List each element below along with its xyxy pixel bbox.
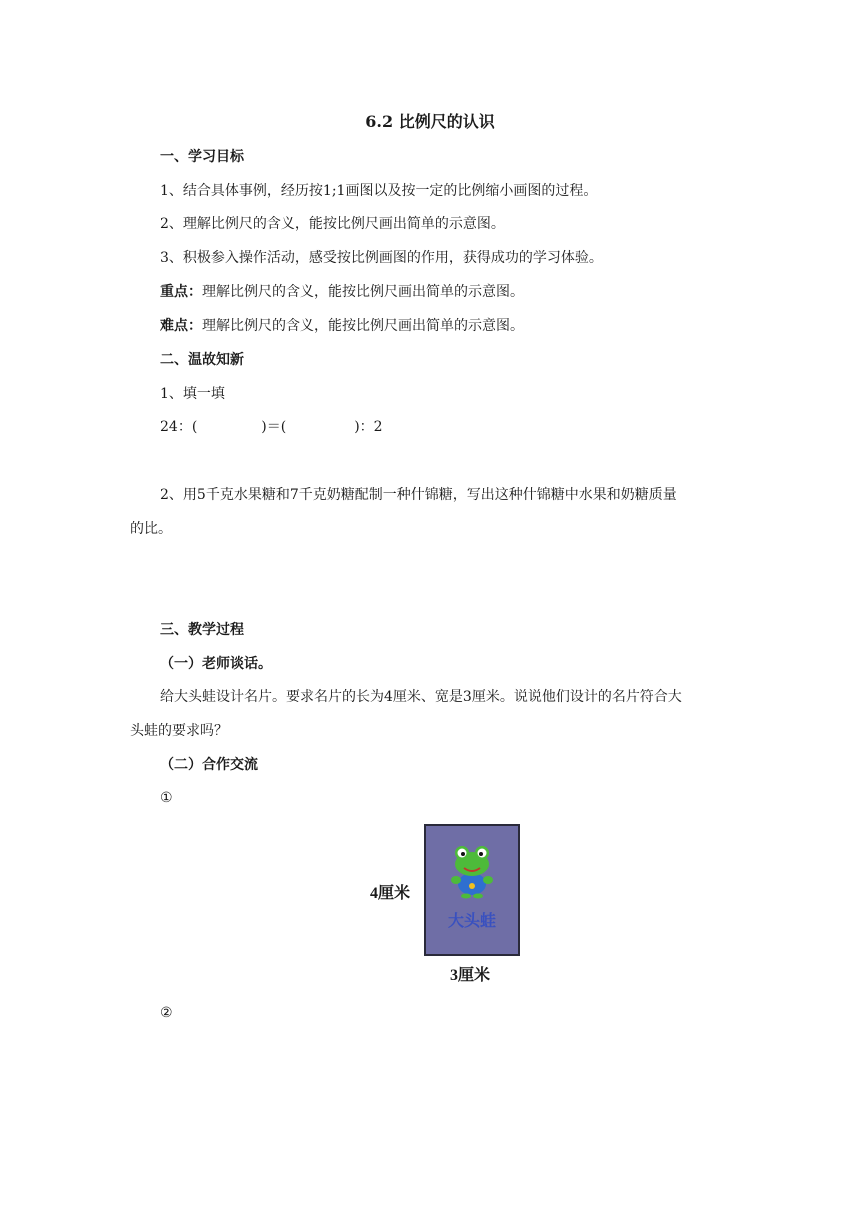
key-point-label: 重点： [160, 284, 202, 300]
subheading-teacher-talk: （一）老师谈话。 [160, 656, 272, 672]
question-candy-line2: 的比。 [130, 521, 172, 537]
marker-2: ② [160, 1005, 173, 1021]
difficult-point [160, 316, 524, 336]
frog-name-card [424, 824, 520, 956]
card-name-text: 大头蛙 [447, 911, 496, 930]
talk-text-line2: 头蛙的要求吗？ [130, 723, 228, 739]
difficult-point-label: 难点： [160, 318, 202, 334]
card-width-label: 3厘米 [450, 967, 491, 984]
difficult-point-text: 理解比例尺的含义，能按比例尺画出简单的示意图。 [202, 318, 524, 334]
section-heading-review: 二、温故知新 [160, 352, 244, 368]
section-heading-process: 三、教学过程 [160, 622, 244, 638]
frog-icon [426, 826, 518, 906]
page-title: 6.2 比例尺的认识 [365, 112, 495, 131]
ratio-part-3: )：2 [354, 419, 383, 435]
card-height-label: 4厘米 [370, 885, 411, 902]
objective-item: 3、积极参入操作活动，感受按比例画图的作用，获得成功的学习体验。 [160, 250, 603, 266]
question-fill-in: 1、填一填 [160, 386, 225, 402]
subheading-cooperation: （二）合作交流 [160, 757, 258, 773]
question-candy-line1: 2、用5千克水果糖和7千克奶糖配制一种什锦糖，写出这种什锦糖中水果和奶糖质量 [160, 487, 677, 503]
ratio-part-1: 24：( [160, 419, 198, 435]
objective-item: 1、结合具体事例，经历按1;1画图以及按一定的比例缩小画图的过程。 [160, 183, 598, 199]
objective-item: 2、理解比例尺的含义，能按比例尺画出简单的示意图。 [160, 216, 505, 232]
ratio-expression [160, 417, 383, 437]
key-point [160, 282, 524, 302]
marker-1: ① [160, 790, 173, 806]
key-point-text: 理解比例尺的含义，能按比例尺画出简单的示意图。 [202, 284, 524, 300]
section-heading-objectives: 一、学习目标 [160, 149, 244, 165]
ratio-part-2: )＝( [261, 419, 287, 435]
talk-text-line1: 给大头蛙设计名片。要求名片的长为4厘米、宽是3厘米。说说他们设计的名片符合大 [160, 689, 682, 705]
